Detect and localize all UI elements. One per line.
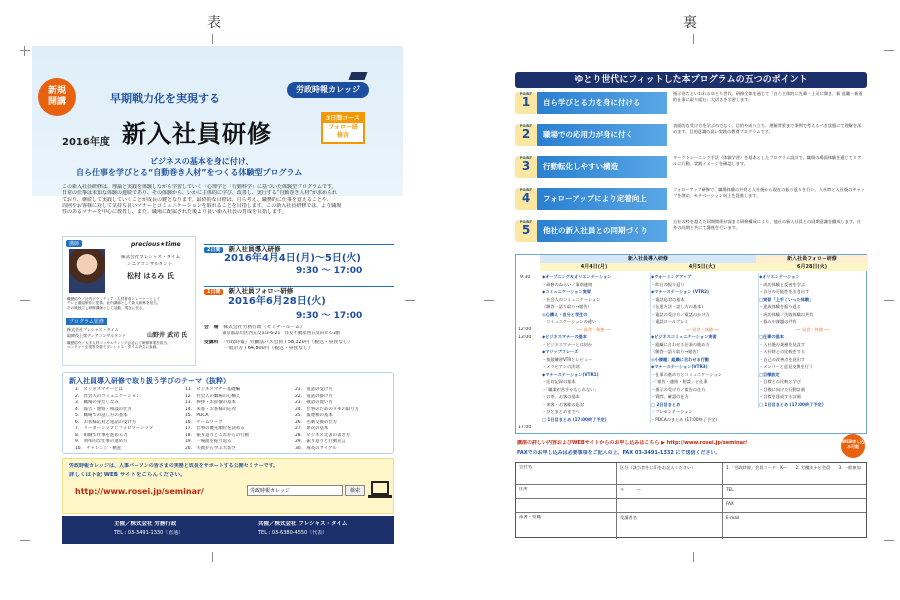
theme-item: 1. ビジネスマナーとは	[75, 387, 123, 392]
point-number: 4	[521, 191, 531, 205]
sched-day1: 4月4日(月)	[540, 263, 648, 271]
theme-item: 4. 報告・連絡・相談の仕方	[75, 406, 132, 412]
bio-line: ベンチャー企業等を経てプレシャス・タイム設立に参画。	[67, 345, 160, 350]
promo-line1: 労政時報カレッジは、人事パーソンの皆さまの実務と成長をサポートする公開セミナーです。	[69, 463, 279, 469]
program-dev-name: 山野井 武司 氏	[147, 332, 188, 339]
point-description: 表面的な受け方を学ぶのでなく、目的や成り立ち、理解背景まで事例で考えるべき状態にて理解を深めます。目的意識の高い実践の教育プログラムです。	[673, 123, 862, 134]
theme-item: 21. 電話の受け方	[295, 387, 333, 392]
theme-item: 29. 振り返りと行動宣言	[295, 439, 346, 444]
crop-mark	[693, 34, 694, 44]
form-label: 部署・役職	[519, 515, 541, 520]
time-label: 12:00	[518, 327, 532, 332]
point-tag: POINT	[519, 124, 533, 128]
cosponsor-tel: TEL : 03-6380-4550（代表）	[258, 530, 328, 536]
sched-col-day1	[542, 273, 646, 423]
intro-line: ており、継続して実践していくことが成長の鍵となります。最終的な目標は、自ら考え、職務的に仕事を覚えることや、	[62, 196, 332, 203]
venue-label: 会 場	[204, 325, 219, 330]
form-row	[516, 499, 866, 513]
schedule-item: ・ひとまとめまでへ	[542, 409, 580, 414]
schedule-item: ◆ウォーミングアップ	[651, 274, 692, 279]
point-title: 職場での応用力が身に付く	[537, 124, 667, 146]
lecturer-photo	[69, 249, 105, 293]
lecturer-box	[62, 236, 196, 366]
schedule-item: （伝達方法・話し方の基本）	[651, 304, 706, 309]
crop-mark	[693, 552, 694, 562]
point-tag: POINT	[519, 92, 533, 96]
schedule-item: ・成功体験／失敗体験の共有	[759, 311, 814, 317]
page-title: 新入社員研修	[122, 120, 272, 148]
schedule-item: ◆マナーステーション(VTR3)	[651, 364, 708, 369]
schedule-item: ・成功体験と反省を学ぶ	[759, 281, 806, 287]
schedule-item: ・プレゼンテーション	[651, 409, 693, 414]
crop-mark	[212, 34, 213, 44]
precious-logo: precious★time	[131, 241, 181, 248]
schedule-item: ◆マナーステーション(VTR1)	[542, 371, 599, 377]
form-divider	[616, 513, 617, 539]
theme-item: 6. お客様応対と電話の受け方	[75, 419, 137, 425]
time-label: 13:00	[518, 335, 532, 340]
program-dev-company: 株式会社プレシャス・タイム	[67, 327, 119, 332]
schedule-item: ◆コミュニケーション実習	[542, 289, 592, 294]
web-signup-line[interactable]: 講座の詳しい内容およびWEBサイトからのお申し込みはこちら ▶ http://www.rosei.jp/seminar/	[517, 440, 748, 446]
program-dev-bio	[67, 341, 193, 350]
cosponsor-label: 共催／株式会社 プレシャス・タイム	[258, 521, 348, 527]
theme-item: 20. 失敗から学ぶ大切さ	[185, 445, 236, 451]
crop-mark	[212, 552, 213, 562]
points-heading: ゆとり世代にフィットした本プログラムの五つのポイント	[515, 72, 867, 88]
theme-item: 17. 仕事の優先順位を決める	[185, 426, 245, 431]
theme-item: 16. チームワーク	[185, 419, 223, 425]
point-badge	[515, 220, 537, 242]
schedule-item: □目標設定	[759, 371, 780, 377]
schedule-item: ・入社時との比較をする	[759, 349, 806, 354]
new-badge	[38, 78, 76, 116]
form-row	[516, 463, 866, 485]
point-row	[515, 218, 867, 248]
day1-time: 9:30 ～ 17:00	[296, 311, 363, 321]
form-divider	[722, 499, 723, 512]
lecturer-label: 講師	[66, 240, 82, 247]
point-badge	[515, 92, 537, 114]
fee-member: 「労政時報」労働法パス会員 / 58,320円（税込・昼食なし）	[223, 340, 353, 346]
schedule-item: ・組織に合わせる仕事の進め方	[651, 341, 710, 347]
point-description: 指示待ちといわれるゆとり世代。研修全体を通じて「自ら主体的に先輩・上司に聞き、新 退職・新道的仕事に取り組む」大切さを学習します。	[673, 91, 863, 102]
form-row	[516, 513, 866, 539]
intro-line: 性のあるマナーを中心に教育し、また、職場に配属された後より良い新入社員の育成を目指します。	[62, 209, 287, 215]
schedule-item: □実習「上手くいった体験」	[759, 296, 814, 302]
point-row	[515, 154, 867, 184]
bio-line: 職歴紹介／大手人材コンサルティング会社にて研修事業を担当。	[67, 341, 171, 345]
new-badge-line1: 新規	[47, 86, 66, 96]
crop-mark	[24, 46, 25, 56]
day1-date: 2016年6月28日(火)	[228, 296, 326, 307]
schedule-item: ・指示の受け方／報告の仕方	[651, 386, 706, 392]
lecturer-name: 松村 はるみ 氏	[127, 272, 174, 280]
theme-item: 11. ビジネスマナー基礎編	[185, 387, 241, 392]
bio-line: テレビ番組制作に従事。社内講師として新人研修を担当。	[67, 301, 161, 306]
sched-col-day3	[758, 273, 866, 408]
schedule-item: ・目標との比較と学び	[759, 379, 801, 384]
lecturer-role: シニアコンサルタント	[127, 262, 173, 267]
sched-header-follow: 新入社員フォロー研修	[756, 255, 868, 263]
crop-mark	[484, 300, 494, 301]
sched-day2: 4月5日(火)	[648, 263, 756, 271]
intro-line: この新入社員研修は、理論と実践を体験しながら学習していく「心理学と「行動科学」に基づいた体験型プログラムです。	[62, 184, 337, 190]
theme-item: 25. 報連相の基本	[295, 413, 333, 418]
schedule-item: ・仕事の進め方とコミュニケーション	[651, 371, 722, 377]
theme-item: 9. 効率的な仕事の進め方	[75, 439, 128, 444]
fee-general: 一般の方 / 64,800円（税込・昼食なし）	[224, 346, 313, 352]
schedule-item: ◎小課題：組織に合わせる行動	[651, 356, 710, 362]
day2-date: 2016年4月4日(月)～5日(火)	[224, 253, 361, 264]
venue-address: 東京都品川区西五反田3-6-21 住友不動産西五反田ビル3階	[222, 330, 341, 336]
tagline: 早期戦力化を実現する	[110, 92, 220, 105]
sched-header-intro: 新入社員導入研修	[540, 255, 756, 263]
schedule-item: ・「報告・連絡・相談」と仕事	[651, 379, 708, 384]
web-badge: WEB申し込み可能	[841, 434, 865, 458]
schedule-item: ◆ビジネスコミュニケーション実習	[651, 334, 717, 339]
day2-header	[204, 236, 394, 253]
point-tag: POINT	[519, 188, 533, 192]
schedule-item: ・入社後の業務を見直す	[759, 341, 806, 347]
schedule-item: ・お茶、お客の基本	[542, 394, 580, 399]
day2-time: 9:30 ～ 17:00	[296, 266, 363, 276]
back-page-label: 裏	[683, 15, 697, 31]
point-description: ワークトレーニング手法（体験学習）を基本としたプログラム設計で、職場の場面体験を通じてリアルに行動、実践イメージを確認します。	[673, 155, 862, 166]
point-row	[515, 122, 867, 152]
search-input[interactable]	[247, 485, 343, 496]
schedule-item: ・昨日の振り返り	[651, 281, 685, 287]
lunch-break: ── 昼食・休憩 ──	[795, 326, 830, 332]
schedule-item: ・自分の可能性を引き出す	[759, 289, 810, 294]
new-badge-line2: 開講	[47, 97, 66, 107]
subtitle-line1: ビジネスの基本を身に付け、	[150, 157, 254, 166]
theme-item: 2. 社会人のコミュニケーション	[75, 393, 141, 399]
time-label: 9:30	[520, 275, 531, 280]
college-logo: 労政時報カレッジ	[287, 82, 369, 98]
schedule-item: ・ビジネスマナーとは何か	[542, 341, 593, 347]
schedule-box	[204, 236, 394, 368]
program-dev-label: プログラム監修	[66, 318, 107, 325]
schedule-item: ◎心構え・自分と学生の	[542, 311, 588, 317]
bio-line: 職歴紹介／社内ボランティア・人材育成トレーナーとして	[67, 297, 161, 301]
schedule-item: ・「職業が苦手かもしれない」	[542, 386, 599, 392]
point-badge	[515, 124, 537, 146]
schedule-item: □仕事の基本	[759, 334, 784, 339]
form-divider	[722, 513, 723, 539]
subtitle-line2: 自ら仕事を学びとる“自動巻き人材”をつくる体験型プログラム	[76, 168, 303, 177]
program-dev-role: 取締役上席ディアコンサルタント	[67, 333, 127, 338]
lecturer-company: 株式会社プレシャス・タイム	[121, 255, 181, 260]
point-badge	[515, 156, 537, 178]
point-row	[515, 90, 867, 120]
sponsor-footer	[62, 516, 394, 544]
themes-title: 新入社員導入研修で取り扱う学びのテーマ（抜粋）	[69, 377, 230, 385]
point-description: 自社の枠を超えた同期関係が深まる研修構成により、他社の新入社員との同期意識を醸成します。社外の同期と共にて講座を行います。	[673, 219, 862, 230]
theme-item: 8. 組織で仕事を進める力	[75, 432, 128, 438]
schedule-item: ・質問、確認の仕方	[651, 394, 689, 399]
themes-box	[62, 372, 394, 454]
search-button[interactable]: 検索	[345, 485, 365, 496]
time-label: 17:00	[518, 425, 532, 430]
form-divider	[616, 463, 617, 484]
promo-url-link[interactable]: http://www.rosei.jp/seminar/	[75, 487, 204, 496]
schedule-item: ◆オリエンテーション	[759, 274, 800, 279]
form-divider	[616, 499, 617, 512]
points-list	[515, 90, 867, 252]
schedule-item: □ 1日目まとめ (17:00終了予定)	[759, 401, 824, 407]
crop-mark	[884, 300, 894, 301]
schedule-item: ・応対記録の基本	[542, 379, 576, 384]
promo-box	[62, 458, 394, 514]
schedule-item: ・電話ロールプレイ	[651, 319, 689, 324]
day1-name: 新入社員フォロー研修	[228, 287, 294, 295]
form-label: 会社名	[519, 465, 533, 470]
schedule-item: ・自己の改善点を見出す	[759, 356, 806, 362]
back-page	[511, 46, 882, 544]
fee-label: 受講料	[204, 340, 219, 346]
form-divider	[722, 463, 723, 484]
sched-col-day2	[650, 273, 754, 423]
theme-item: 28. ビジネス文書の書き方	[295, 432, 351, 438]
mortarboard-icon	[349, 72, 368, 80]
schedule-table	[515, 254, 867, 434]
form-label: 住所	[519, 487, 528, 492]
point-row	[515, 186, 867, 216]
sponsor-label: 主催／株式会社 労務行政	[114, 521, 177, 527]
schedule-item: ・来客・お客様の応対	[542, 401, 584, 407]
point-number: 5	[521, 223, 531, 237]
theme-item: 10. チャレンジ・精査	[75, 445, 122, 451]
form-field[interactable]: FAX	[726, 501, 734, 506]
day2-tag: 2日間	[204, 247, 223, 253]
bio-line: その後独立し研修講師として活動、現在に至る。	[67, 305, 147, 310]
theme-item: 27. 席次の基本	[295, 426, 329, 431]
crop-mark	[20, 50, 30, 51]
theme-item: 19. 一場面を振り返る	[185, 439, 232, 444]
crop-mark	[884, 50, 894, 51]
schedule-item: ・メラビアンの法則	[542, 364, 580, 369]
crop-mark	[405, 300, 415, 301]
theme-item: 15. PDCA	[185, 413, 209, 418]
theme-item: 13. 挨拶・お辞儀の基本	[185, 400, 236, 405]
schedule-item: □ 2日目まとめ	[651, 401, 681, 407]
schedule-item: ・電話応対の基本	[651, 296, 685, 302]
point-tag: POINT	[519, 156, 533, 160]
theme-item: 30. 成長のサイクル	[295, 445, 337, 451]
point-number: 2	[521, 127, 531, 141]
form-divider	[616, 485, 617, 498]
theme-item: 14. 来客・お客様の応対	[185, 406, 236, 412]
form-field[interactable]: 〒 —	[620, 487, 641, 492]
crop-mark	[884, 540, 894, 541]
schedule-item: ・PDCAのまとめ (17:00終了予定)	[651, 416, 717, 422]
schedule-item: （解答一語り取り→報告）	[542, 304, 592, 309]
schedule-item: ・電話の受け方／電話のかけ方	[651, 311, 710, 317]
schedule-item: ◆マリップフレーズ	[542, 349, 579, 354]
themes-list	[75, 387, 391, 453]
schedule-item: ・達成体験を振り返る	[759, 304, 801, 309]
point-number: 3	[521, 159, 531, 173]
day1-tag: 1日間	[204, 289, 223, 295]
sponsor-tel: TEL : 03-3491-1330（直通）	[114, 530, 184, 536]
point-badge	[515, 188, 537, 210]
theme-item: 26. 名刺交換の仕方	[295, 419, 338, 425]
promo-line2: 詳しくは下記 WEB サイトをごらんください。	[69, 472, 186, 478]
crop-mark	[20, 540, 30, 541]
form-divider	[722, 485, 723, 498]
form-field[interactable]: E-mail	[726, 515, 740, 520]
theme-item: 22. 電話の掛け方	[295, 393, 333, 399]
schedule-item: ・目標に向けた行動計画	[759, 386, 806, 392]
schedule-item: ◆オープニング＆オリエンテーション	[542, 274, 612, 279]
point-title: 他社の新入社員との同期づくり	[537, 220, 667, 242]
front-page-label: 表	[207, 15, 221, 31]
day2-name: 新入社員導入研修	[228, 245, 281, 253]
laptop-icon	[371, 481, 389, 495]
venue-name: 株式会社労務行政（セミナールーム）	[223, 325, 305, 330]
form-field[interactable]: 1.「労政時報」会員コード：K— 2. 労働法ナビ会員 3. 一般参加	[726, 465, 861, 470]
front-page	[32, 46, 403, 544]
point-description: フォローアップ研修で、職場体験の共有と入社後から現在の振り返りを行い、入社時と入社後のギャップを埋め、モチベーション向上を促進します。	[673, 187, 865, 198]
theme-item: 5. 職場での話し方の基本	[75, 413, 128, 418]
theme-item: 18. 振り返りとこれからの行動	[185, 432, 250, 438]
theme-item: 7. リーダーシップとフォロワーシップ	[75, 426, 154, 431]
fax-signup-line: FAXでのお申し込みは必要事項をご記入の上、FAX 03-3491-1332 にて送信ください。	[517, 450, 721, 456]
schedule-item: （解答一語り取り→報告）	[651, 349, 701, 354]
venue-block	[204, 325, 394, 352]
lunch-break: ── 昼食・休憩 ──	[577, 326, 611, 332]
theme-item: 12. 社会人の職場の心構え	[185, 393, 241, 399]
intro-paragraph	[62, 184, 377, 215]
course-tag	[321, 112, 365, 144]
sched-day3: 6月28日(火)	[756, 263, 868, 271]
theme-item: 23. 敬語の使い方	[295, 400, 333, 405]
schedule-item: ・悩みや課題の共有	[759, 319, 797, 324]
point-title: 自ら学びとる力を身に付ける	[537, 92, 667, 114]
schedule-item: コミュニケーションの違い	[542, 319, 597, 324]
schedule-item: □ 1日目まとめ (17:00終了予定)	[542, 416, 607, 422]
course-tag-follow: フォロー研修含	[328, 124, 358, 139]
year-label: 2016年度	[62, 137, 110, 148]
schedule-item: ◆ビジネスマナーの基本	[542, 334, 587, 339]
form-field[interactable]: TEL	[726, 487, 734, 492]
theme-item: 3. 職場の身だしなみ	[75, 400, 119, 405]
course-tag-days: 3日間コース	[323, 114, 363, 123]
form-field[interactable]: 区分（該当者をに印をお記入ください）	[620, 465, 696, 470]
day1-header	[204, 278, 394, 295]
schedule-item: ・メンバーと意見交換を行う	[759, 364, 814, 369]
point-number: 1	[521, 95, 531, 109]
schedule-item: ・社会人のコミュニケーション	[542, 296, 601, 302]
schedule-item: ◆マナーステーション (VTR2)	[651, 289, 709, 294]
theme-item: 24. 仕事のためのメモの取り方	[295, 406, 360, 412]
point-title: フォローアップにより定着向上	[537, 188, 667, 210]
lecturer-bio	[67, 297, 193, 310]
schedule-item: ・研修のねらい／事前連絡	[542, 281, 593, 287]
intro-line: 周囲やお客様に対して気持ち良いマナーとコミュニケーションを取れることを目指します。この新入社員研修では、より職場	[62, 202, 342, 209]
laptop-base-icon	[368, 495, 392, 498]
form-field[interactable]: 受講者名	[620, 515, 637, 520]
crop-mark	[20, 300, 30, 301]
application-form	[515, 462, 867, 538]
intro-line: 日常の仕事は未知な体験の連続であり、その体験から、いかに主体的に学び、改善し、実行する“自動巻き人材”が求められ	[62, 190, 337, 197]
schedule-item: ・目標を達成する計画	[759, 394, 801, 399]
schedule-item: ・挨拶練習VTRとレビュー	[542, 356, 593, 362]
lunch-break: ── 昼食・休憩 ──	[685, 326, 720, 332]
point-title: 行動転化しやすい構造	[537, 156, 667, 178]
form-row	[516, 485, 866, 499]
point-tag: POINT	[519, 220, 533, 224]
